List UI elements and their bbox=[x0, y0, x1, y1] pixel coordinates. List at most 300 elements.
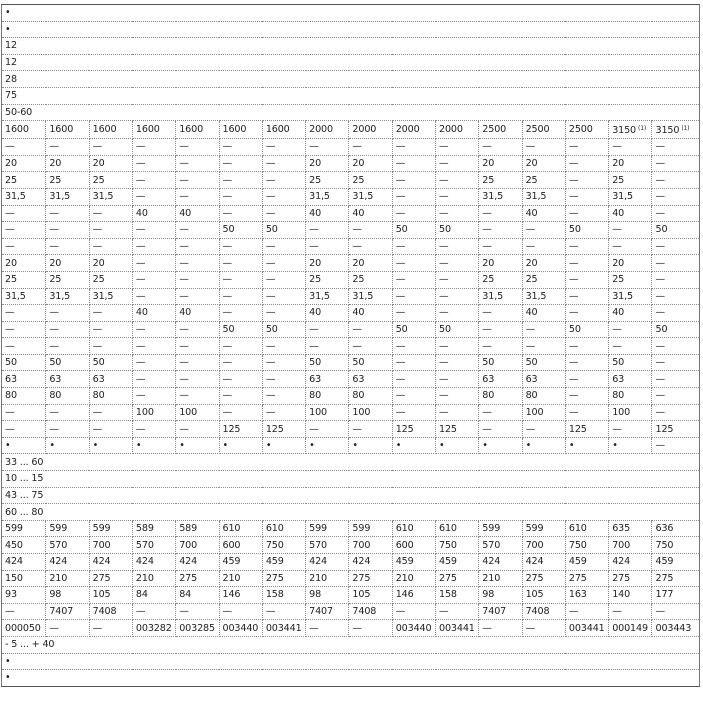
table-cell bbox=[176, 537, 219, 554]
cell-value: — bbox=[525, 323, 536, 335]
cell-value: 105 bbox=[525, 589, 544, 601]
cell-value: 31,5 bbox=[612, 290, 633, 302]
table-cell bbox=[262, 271, 305, 288]
cell-value: — bbox=[612, 606, 622, 618]
table-row bbox=[2, 288, 700, 305]
table-cell bbox=[565, 421, 608, 438]
cell-value: — bbox=[49, 207, 59, 219]
table-cell bbox=[349, 288, 392, 305]
table-cell bbox=[652, 321, 700, 338]
table-cell bbox=[306, 354, 349, 371]
table-cell bbox=[219, 404, 262, 421]
table-cell bbox=[436, 603, 479, 620]
table-cell bbox=[436, 537, 479, 554]
table-cell bbox=[2, 188, 46, 205]
cell-value: 98 bbox=[309, 589, 322, 601]
table-row bbox=[2, 87, 700, 104]
cell-value: 105 bbox=[352, 589, 371, 601]
cell-value: 003441 bbox=[439, 622, 475, 634]
table-cell: 43 ... 75 bbox=[2, 487, 700, 504]
cell-value: 80 bbox=[612, 390, 625, 402]
table-cell bbox=[522, 520, 565, 537]
table-cell bbox=[2, 421, 46, 438]
table-cell bbox=[609, 570, 652, 587]
table-cell: 33 ... 60 bbox=[2, 454, 700, 471]
table-cell bbox=[262, 603, 305, 620]
table-cell bbox=[565, 371, 608, 388]
cell-value: — bbox=[222, 191, 232, 203]
cell-value: 3150 bbox=[612, 125, 637, 137]
cell-value: 125 bbox=[395, 423, 414, 435]
cell-value: — bbox=[135, 141, 146, 153]
table-cell bbox=[46, 371, 89, 388]
table-cell bbox=[132, 238, 175, 255]
cell-value: 50 bbox=[439, 323, 451, 335]
table-cell bbox=[392, 520, 435, 537]
cell-value: — bbox=[395, 340, 406, 352]
cell-value: 25 bbox=[482, 274, 495, 286]
table-cell bbox=[46, 520, 89, 537]
table-cell bbox=[479, 554, 522, 571]
cell-value: 275 bbox=[265, 572, 284, 584]
cell-value: — bbox=[92, 406, 103, 418]
cell-value: — bbox=[439, 207, 449, 219]
table-cell bbox=[306, 238, 349, 255]
cell-value: — bbox=[309, 224, 319, 236]
table-cell bbox=[46, 570, 89, 587]
table-cell bbox=[565, 354, 608, 371]
cell-value: — bbox=[135, 373, 146, 385]
table-cell bbox=[479, 238, 522, 255]
table-cell bbox=[46, 587, 89, 604]
cell-value: 158 bbox=[265, 589, 284, 601]
cell-value: — bbox=[482, 141, 492, 153]
cell-value: — bbox=[482, 224, 492, 236]
cell-value: — bbox=[5, 606, 15, 618]
cell-value: 450 bbox=[5, 539, 23, 551]
cell-value: — bbox=[222, 390, 232, 402]
cell-value: — bbox=[482, 323, 492, 335]
table-cell bbox=[652, 305, 700, 322]
cell-value: — bbox=[222, 290, 232, 302]
table-cell bbox=[262, 404, 305, 421]
cell-value: 100 bbox=[135, 406, 154, 418]
table-cell bbox=[565, 288, 608, 305]
table-cell bbox=[306, 321, 349, 338]
table-cell bbox=[652, 188, 700, 205]
table-cell bbox=[306, 139, 349, 156]
cell-value: • bbox=[568, 440, 575, 452]
cell-value: — bbox=[179, 174, 189, 186]
cell-value: 1600 bbox=[135, 124, 160, 136]
cell-value: 31,5 bbox=[612, 191, 633, 203]
table-cell bbox=[436, 222, 479, 239]
cell-value: 50 bbox=[352, 357, 365, 369]
table-cell bbox=[89, 255, 132, 272]
cell-value: — bbox=[655, 290, 665, 302]
table-cell bbox=[46, 554, 89, 571]
table-cell bbox=[2, 288, 46, 305]
cell-value: 31,5 bbox=[352, 191, 374, 203]
cell-value: 50 bbox=[265, 323, 278, 335]
table-cell bbox=[522, 587, 565, 604]
table-cell bbox=[479, 188, 522, 205]
table-cell bbox=[132, 437, 175, 454]
table-cell bbox=[522, 404, 565, 421]
cell-value: 25 bbox=[5, 174, 17, 186]
table-cell bbox=[479, 437, 522, 454]
table-cell bbox=[436, 388, 479, 405]
table-cell bbox=[262, 421, 305, 438]
table-cell bbox=[262, 205, 305, 222]
cell-value: 80 bbox=[482, 390, 495, 402]
table-cell bbox=[306, 305, 349, 322]
cell-value: — bbox=[49, 241, 59, 253]
table-cell bbox=[392, 288, 435, 305]
cell-value: — bbox=[352, 141, 362, 153]
cell-value: 1600 bbox=[49, 124, 74, 136]
table-cell bbox=[46, 305, 89, 322]
cell-value: 210 bbox=[49, 572, 68, 584]
cell-value: 40 bbox=[525, 307, 538, 319]
table-cell bbox=[2, 603, 46, 620]
table-cell bbox=[436, 205, 479, 222]
table-cell bbox=[89, 238, 132, 255]
cell-value: 158 bbox=[439, 589, 457, 601]
table-cell bbox=[46, 354, 89, 371]
table-cell bbox=[89, 188, 132, 205]
cell-value: — bbox=[135, 191, 146, 203]
cell-value: 003441 bbox=[265, 622, 302, 634]
cell-value: • bbox=[135, 440, 142, 452]
cell-value: — bbox=[568, 241, 579, 253]
cell-value: — bbox=[482, 423, 492, 435]
table-cell bbox=[46, 139, 89, 156]
table-cell bbox=[609, 520, 652, 537]
cell-value: — bbox=[309, 340, 319, 352]
cell-value: — bbox=[655, 373, 665, 385]
table-cell bbox=[565, 172, 608, 189]
table-cell bbox=[609, 321, 652, 338]
cell-value: — bbox=[222, 207, 232, 219]
table-cell bbox=[609, 238, 652, 255]
cell-value: 570 bbox=[135, 539, 154, 551]
cell-value: 1600 bbox=[265, 124, 290, 136]
cell-value: — bbox=[655, 141, 665, 153]
cell-value: 610 bbox=[439, 523, 457, 535]
table-cell bbox=[132, 338, 175, 355]
table-row bbox=[2, 537, 700, 554]
table-cell bbox=[479, 620, 522, 637]
cell-value: — bbox=[568, 373, 579, 385]
cell-value: — bbox=[179, 340, 189, 352]
table-cell bbox=[609, 172, 652, 189]
table-cell bbox=[349, 321, 392, 338]
cell-value: — bbox=[482, 622, 492, 634]
table-cell bbox=[46, 238, 89, 255]
table-cell bbox=[479, 139, 522, 156]
table-cell bbox=[522, 121, 565, 139]
cell-value: 31,5 bbox=[525, 191, 547, 203]
table-cell bbox=[349, 388, 392, 405]
table-cell bbox=[479, 388, 522, 405]
table-cell bbox=[522, 188, 565, 205]
cell-value: 50 bbox=[92, 357, 105, 369]
table-cell: • bbox=[2, 21, 700, 38]
cell-value: 003285 bbox=[179, 622, 215, 634]
cell-value: 599 bbox=[49, 523, 68, 535]
cell-value: 98 bbox=[482, 589, 495, 601]
table-cell bbox=[132, 570, 175, 587]
table-cell bbox=[219, 255, 262, 272]
table-cell bbox=[609, 338, 652, 355]
table-cell bbox=[306, 620, 349, 637]
cell-value: — bbox=[179, 390, 189, 402]
table-cell bbox=[306, 520, 349, 537]
cell-value: — bbox=[49, 224, 59, 236]
cell-value: — bbox=[179, 241, 189, 253]
table-cell: 28 bbox=[2, 71, 700, 88]
table-cell bbox=[392, 404, 435, 421]
cell-value: — bbox=[395, 390, 406, 402]
table-row bbox=[2, 587, 700, 604]
table-cell bbox=[306, 188, 349, 205]
cell-value: — bbox=[439, 373, 449, 385]
cell-value: — bbox=[568, 191, 579, 203]
table-cell bbox=[349, 172, 392, 189]
cell-value: — bbox=[612, 224, 622, 236]
cell-value: 636 bbox=[655, 523, 674, 535]
table-cell bbox=[436, 404, 479, 421]
cell-value: 80 bbox=[352, 390, 365, 402]
table-cell bbox=[176, 188, 219, 205]
table-cell bbox=[176, 354, 219, 371]
table-cell bbox=[479, 321, 522, 338]
table-cell bbox=[306, 172, 349, 189]
table-cell bbox=[132, 255, 175, 272]
table-cell bbox=[176, 205, 219, 222]
cell-value: 7407 bbox=[482, 606, 507, 618]
cell-value: — bbox=[395, 141, 406, 153]
table-cell bbox=[652, 238, 700, 255]
table-row bbox=[2, 222, 700, 239]
table-cell bbox=[219, 388, 262, 405]
cell-value: 635 bbox=[612, 523, 631, 535]
table-cell bbox=[436, 587, 479, 604]
cell-value: — bbox=[135, 241, 146, 253]
table-cell bbox=[89, 554, 132, 571]
cell-value: 125 bbox=[655, 423, 674, 435]
cell-value: 275 bbox=[612, 572, 631, 584]
cell-value: 146 bbox=[222, 589, 241, 601]
cell-value: • bbox=[309, 440, 315, 452]
table-row bbox=[2, 271, 700, 288]
table-cell bbox=[479, 271, 522, 288]
cell-value: — bbox=[5, 307, 15, 319]
table-cell bbox=[349, 603, 392, 620]
table-cell bbox=[176, 271, 219, 288]
table-cell bbox=[176, 371, 219, 388]
cell-value: 275 bbox=[655, 572, 674, 584]
cell-value: — bbox=[525, 141, 536, 153]
cell-value: 80 bbox=[49, 390, 62, 402]
table-cell bbox=[479, 404, 522, 421]
table-cell bbox=[522, 388, 565, 405]
cell-value: — bbox=[49, 406, 59, 418]
cell-value: 50 bbox=[222, 224, 235, 236]
table-cell bbox=[522, 172, 565, 189]
cell-value: • bbox=[92, 440, 99, 452]
cell-value: 31,5 bbox=[49, 290, 71, 302]
cell-value: — bbox=[179, 357, 189, 369]
cell-value: — bbox=[265, 257, 276, 269]
table-cell: • bbox=[2, 653, 700, 670]
table-cell bbox=[522, 321, 565, 338]
table-cell bbox=[46, 288, 89, 305]
table-cell bbox=[522, 437, 565, 454]
table-cell bbox=[392, 388, 435, 405]
cell-value: — bbox=[5, 423, 15, 435]
table-cell bbox=[479, 288, 522, 305]
table-cell bbox=[176, 404, 219, 421]
cell-value: — bbox=[265, 406, 276, 418]
table-cell bbox=[436, 421, 479, 438]
table-cell bbox=[132, 321, 175, 338]
table-cell bbox=[652, 620, 700, 637]
cell-value: — bbox=[309, 241, 319, 253]
cell-value: 1600 bbox=[222, 124, 247, 136]
cell-value: 80 bbox=[525, 390, 538, 402]
cell-value: 20 bbox=[309, 158, 322, 170]
table-cell bbox=[306, 255, 349, 272]
cell-value: 40 bbox=[309, 307, 322, 319]
table-cell bbox=[392, 155, 435, 172]
cell-value: — bbox=[135, 323, 146, 335]
cell-value: — bbox=[265, 158, 276, 170]
table-cell bbox=[349, 255, 392, 272]
table-cell bbox=[479, 354, 522, 371]
cell-value: 459 bbox=[655, 556, 674, 568]
table-cell bbox=[306, 338, 349, 355]
table-cell bbox=[219, 371, 262, 388]
table-cell bbox=[479, 305, 522, 322]
table-cell bbox=[176, 421, 219, 438]
table-cell bbox=[392, 222, 435, 239]
cell-value: — bbox=[655, 158, 665, 170]
table-cell bbox=[349, 139, 392, 156]
table-cell bbox=[2, 139, 46, 156]
cell-value: • bbox=[49, 440, 55, 452]
table-cell bbox=[89, 388, 132, 405]
table-cell bbox=[46, 321, 89, 338]
cell-value: — bbox=[439, 191, 449, 203]
table-cell bbox=[132, 404, 175, 421]
table-cell bbox=[219, 620, 262, 637]
cell-value: 424 bbox=[525, 556, 544, 568]
cell-value: 20 bbox=[49, 257, 62, 269]
table-cell bbox=[132, 371, 175, 388]
table-row bbox=[2, 71, 700, 88]
cell-value: — bbox=[395, 158, 406, 170]
table-cell bbox=[132, 139, 175, 156]
table-cell bbox=[436, 570, 479, 587]
cell-value: — bbox=[568, 390, 579, 402]
cell-value: — bbox=[135, 340, 146, 352]
table-cell bbox=[89, 570, 132, 587]
table-cell bbox=[262, 238, 305, 255]
cell-value: — bbox=[655, 440, 665, 452]
table-cell bbox=[89, 603, 132, 620]
table-cell bbox=[306, 404, 349, 421]
cell-value: — bbox=[179, 606, 189, 618]
table-cell bbox=[436, 172, 479, 189]
table-cell bbox=[392, 121, 435, 139]
table-cell bbox=[652, 587, 700, 604]
table-cell bbox=[306, 288, 349, 305]
table-cell bbox=[219, 188, 262, 205]
table-cell bbox=[349, 404, 392, 421]
cell-value: 63 bbox=[309, 373, 322, 385]
table-cell: 10 ... 15 bbox=[2, 471, 700, 488]
cell-value: — bbox=[5, 141, 15, 153]
cell-value: 25 bbox=[525, 274, 538, 286]
table-cell bbox=[262, 155, 305, 172]
cell-value: — bbox=[655, 207, 665, 219]
cell-value: — bbox=[222, 257, 232, 269]
cell-value: — bbox=[179, 141, 189, 153]
cell-value: — bbox=[92, 307, 103, 319]
cell-value: 63 bbox=[49, 373, 62, 385]
table-row bbox=[2, 354, 700, 371]
table-cell bbox=[262, 305, 305, 322]
cell-value: 275 bbox=[352, 572, 371, 584]
table-cell bbox=[349, 338, 392, 355]
cell-value: 7408 bbox=[525, 606, 550, 618]
table-cell bbox=[262, 570, 305, 587]
table-cell bbox=[219, 354, 262, 371]
cell-value: 40 bbox=[352, 207, 365, 219]
table-cell bbox=[652, 255, 700, 272]
table-cell bbox=[176, 155, 219, 172]
cell-value: 50 bbox=[439, 224, 451, 236]
cell-value: 210 bbox=[135, 572, 154, 584]
table-cell bbox=[46, 388, 89, 405]
cell-value: — bbox=[92, 241, 103, 253]
cell-value: — bbox=[265, 241, 276, 253]
table-cell bbox=[436, 338, 479, 355]
table-cell bbox=[479, 222, 522, 239]
cell-value: 63 bbox=[92, 373, 105, 385]
table-row bbox=[2, 554, 700, 571]
cell-value: 50 bbox=[482, 357, 495, 369]
table-cell bbox=[565, 587, 608, 604]
table-cell bbox=[306, 155, 349, 172]
table-cell bbox=[609, 222, 652, 239]
table-cell bbox=[652, 520, 700, 537]
table-row bbox=[2, 636, 700, 653]
table-cell bbox=[522, 139, 565, 156]
cell-value: 50 bbox=[612, 357, 625, 369]
cell-value: — bbox=[179, 290, 189, 302]
cell-value: 25 bbox=[49, 174, 62, 186]
cell-value: 750 bbox=[265, 539, 284, 551]
cell-value: 20 bbox=[352, 257, 365, 269]
cell-value: 25 bbox=[612, 174, 625, 186]
table-cell bbox=[522, 271, 565, 288]
table-cell bbox=[392, 321, 435, 338]
cell-value: — bbox=[439, 257, 449, 269]
cell-value: 000149 bbox=[612, 622, 648, 634]
